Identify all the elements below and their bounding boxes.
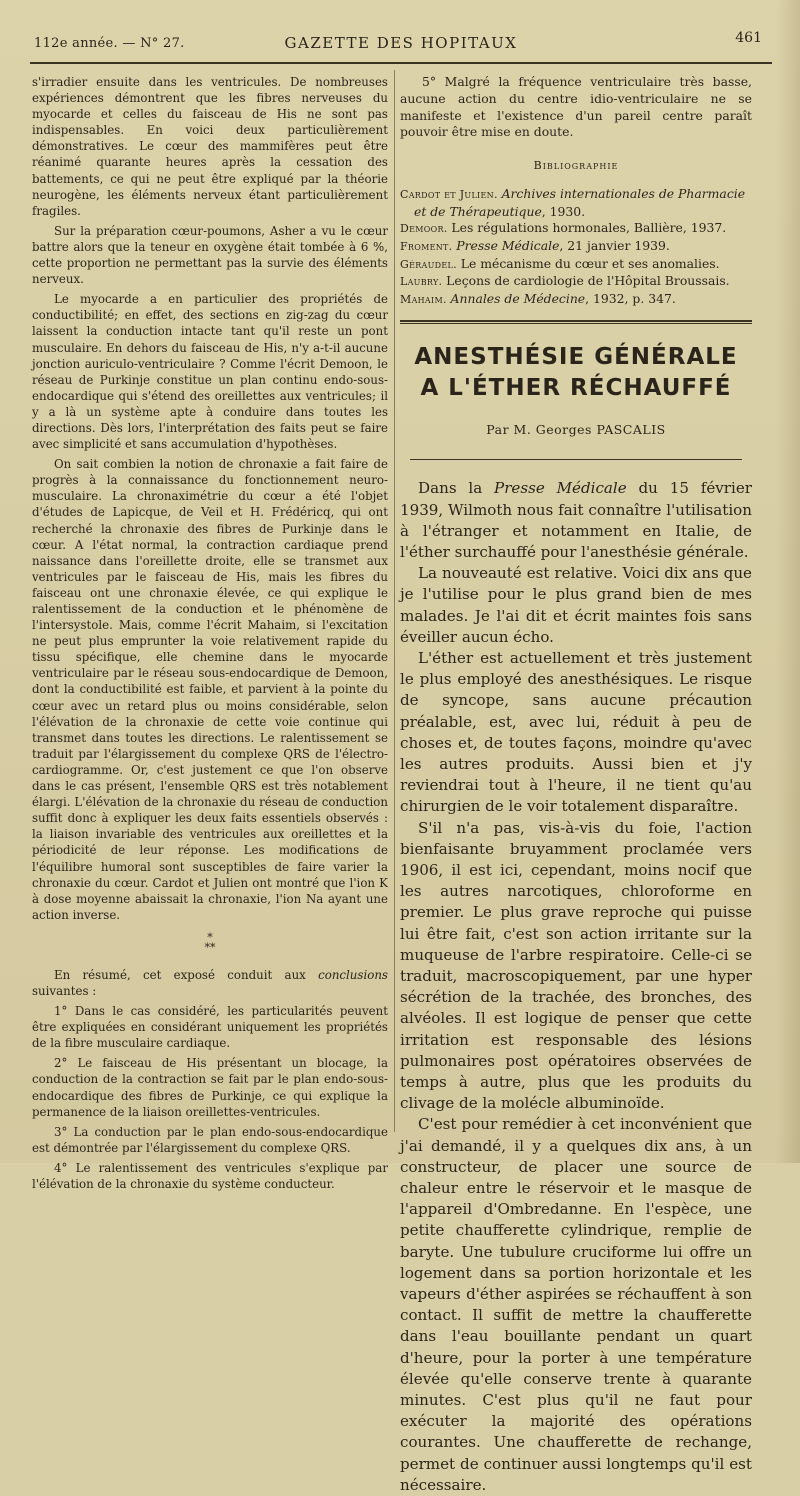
conclusion-item: 2° Le faisceau de His présentant un blocage, la conduction de la contraction se fait par le plan endo-sous-endocardique des fibres de Purkinje, ce qui explique la permanence de la liaison oreillettes-ventricules. — [32, 1056, 388, 1119]
article-body — [400, 478, 752, 1496]
conclusion-item: 3° La conduction par le plan endo-sous-endocardique est démontrée par l'élargissement du complexe QRS. — [32, 1124, 388, 1155]
bibliography-entry — [400, 291, 752, 309]
bibliography-details: , 1930. — [541, 203, 586, 219]
article-title — [400, 342, 752, 404]
conclusion-item: 1° Dans le cas considéré, les particularités peuvent être expliquées en considérant uniquement les propriétés de la fibre musculaire cardiaque. — [32, 1004, 388, 1051]
right-column — [400, 74, 752, 1496]
article-title-line: A L'ÉTHER RÉCHAUFFÉ — [420, 375, 732, 402]
article-title-line: ANESTHÉSIE GÉNÉRALE — [414, 344, 738, 371]
left-paragraph: Sur la préparation cœur-poumons, Asher a vu le cœur battre alors que la teneur en oxygène était tombée à 6 %, cette proportion ne permettant pas la survie des éléments nerveux. — [32, 223, 388, 287]
column-divider — [394, 70, 395, 1132]
bibliography-author: Mahaim. — [400, 292, 451, 306]
conclusions-intro: En résumé, cet exposé conduit aux conclusions suivantes : — [32, 967, 388, 998]
bibliography-author: Cardot et Julien. — [400, 188, 502, 202]
left-paragraph: On sait combien la notion de chronaxie a fait faire de progrès à la connaissance du fonctionnement neuro-musculaire. La chronaximétrie du cœur a été l'objet d'études de Lapicque, de Veil et H. Frédéricq, qui ont recherché la chronaxie des fibres de Purkinje dans le cœur. A l'état normal, la contraction cardiaque prend naissance dans l'oreillette droite, elle se transmet aux ventricules par le faisceau de His, mais les fibres du faisceau ont une chronaxie élevée, ce qui explique le ralentissement de la conduction et le phénomène de l'intersystole. Mais, comme l'écrit Mahaim, si l'excitation ne peut plus emprunter la voie relativement rapide du tissu spécifique, elle chemine dans le myocarde ventriculaire par le réseau sous-endocardique de Demoon, dont la conductibilité est faible, et parvient à la pointe du cœur avec un retard plus ou moins considérable, selon l'élévation de la chronaxie de cette voie continue qui transmet dans toutes les directions. Le ralentissement se traduit par l'élargissement du complexe QRS de l'électro-cardiogramme. Or, c'est justement ce que l'on observe dans le cas présent, l'ensemble QRS est très notablement élargi. L'élévation de la chronaxie du réseau de conduction suffit donc à expliquer les deux faits essentiels observés : la liaison invariable des ventricules aux oreillettes et la périodicité de leur réponse. Les modifications de l'équilibre humoral sont susceptibles de faire varier la chronaxie du cœur. Cardot et Julien ont montré que l'ion K à dose moyenne abaissait la chronaxie, l'ion Na ayant une action inverse. — [32, 457, 388, 922]
article-byline: Par M. Georges PASCALIS — [486, 422, 666, 438]
issue-label: 112e année. — N° 27. — [34, 36, 185, 51]
bibliography-author: Géraudel. — [400, 257, 461, 271]
bibliography-entry — [400, 186, 752, 220]
bibliography-work: Le mécanisme du cœur et ses anomalies. — [460, 255, 720, 271]
article-paragraph: S'il n'a pas, vis-à-vis du foie, l'action bienfaisante bruyamment proclamée vers 1906, il est ici, cependant, moins nocif que les autres narcotiques, chloroforme en premier. Le plus grave reproche qui puisse lui être fait, c'est son action irritante sur la muqueuse de l'arbre respiratoire. Celle-ci se traduit, macroscopiquement, par une hyper sécrétion de la trachée, des bronches, des alvéoles. Il est logique de penser que cette irritation est responsable des lésions pulmonaires post opératoires observées de temps à autre, plus que les produits du clivage de la molécle albuminoïde. — [400, 818, 752, 1113]
left-column — [32, 74, 388, 1192]
bibliography-entry — [400, 273, 752, 291]
article-separator-rule — [400, 320, 752, 324]
bibliography-list — [400, 186, 752, 308]
section-separator: * ** — [204, 930, 216, 954]
bibliography-entry — [400, 220, 752, 238]
bibliography-author: Froment. — [400, 239, 457, 253]
bibliography-details: , 21 janvier 1939. — [559, 237, 670, 253]
bibliography-work: Archives internationales de Pharmacie et de Thérapeutique — [414, 186, 746, 219]
bibliography-work: Annales de Médecine — [450, 290, 586, 306]
bibliography-work: Presse Médicale — [456, 237, 560, 253]
page-edge-shadow — [776, 0, 800, 1163]
article-paragraph: La nouveauté est relative. Voici dix ans que je l'utilise pour le plus grand bien de mes malades. Je l'ai dit et écrit maintes fois sans éveiller aucun écho. — [400, 564, 752, 646]
bibliography-details: , 1932, p. 347. — [585, 290, 676, 306]
bibliography-title: Bibliographie — [533, 159, 619, 173]
article-paragraph: C'est pour remédier à cet inconvénient que j'ai demandé, il y a quelques dix ans, à un constructeur, de placer une source de chaleur entre le réservoir et le masque de l'appareil d'Ombredanne. En l'espèce, une petite chaufferette cylindrique, remplie de baryte. Une tubulure cruciforme lui offre un logement dans sa portion horizontale et les vapeurs d'éther aspirées se réchauffent à son contact. Il suffit de mettre la chaufferette dans l'eau bouillante pendant un quart d'heure, pour la porter à une température élevée qu'elle conserve trente à quarante minutes. C'est plus qu'il ne faut pour exécuter la majorité des opérations courantes. Une chaufferette de rechange, permet de continuer aussi longtemps qu'il est nécessaire. — [400, 1115, 752, 1494]
journal-title: GAZETTE DES HOPITAUX — [284, 34, 518, 52]
article-paragraph: L'éther est actuellement et très justement le plus employé des anesthésiques. Le risque de syncope, sans aucune précaution préalable, est, avec lui, réduit à peu de choses et, de toutes façons, moindre qu'avec les autres produits. Aussi bien et j'y reviendrai tout à l'heure, il ne tient qu'au chirurgien de le voir totalement disparaître. — [400, 648, 752, 816]
bibliography-work: Leçons de cardiologie de l'Hôpital Broussais. — [446, 273, 730, 289]
page-number: 461 — [735, 30, 762, 46]
bibliography-author: Demoor. — [400, 222, 452, 236]
conclusion-item: 5° Malgré la fréquence ventriculaire très basse, aucune action du centre idio-ventriculaire ne se manifeste et l'existence d'un pareil centre paraît pouvoir être mise en doute. — [400, 74, 752, 140]
article-paragraph: Dans la Presse Médicale du 15 février 1939, Wilmoth nous fait connaître l'utilisation à l'étranger et notamment en Italie, de l'éther surchauffé pour l'anesthésie générale. — [400, 479, 752, 561]
bibliography-entry — [400, 256, 752, 274]
page-header — [30, 30, 772, 64]
left-paragraph: Le myocarde a en particulier des propriétés de conductibilité; en effet, des sections en zig-zag du cœur laissent la conduction intacte tant qu'il reste un pont musculaire. En dehors du faisceau de His, n'y a-t-il aucune jonction auriculo-ventriculaire ? Comme l'écrit Demoon, le réseau de Purkinje constitue un plan continu endo-sous-endocardique qui s'étend des oreillettes aux ventricules; il y a là un système apte à conduire dans toutes les directions. Dès lors, l'interprétation des faits peut se faire avec simplicité et sans accumulation d'hypothèses. — [32, 292, 388, 452]
bibliography-entry — [400, 238, 752, 256]
bibliography-work: Les régulations hormonales, Ballière, 1937. — [451, 220, 727, 236]
conclusions-section — [32, 967, 388, 1192]
bibliography-author: Laubry. — [400, 275, 447, 289]
conclusion-item: 4° Le ralentissement des ventricules s'explique par l'élévation de la chronaxie du système conducteur. — [32, 1160, 388, 1191]
byline-rule — [410, 459, 742, 460]
left-paragraph: s'irradier ensuite dans les ventricules. De nombreuses expériences démontrent que les fibres nerveuses du myocarde et celles du faisceau de His ne sont pas indispensables. En voici deux particulièrement démonstratives. Le cœur des mammifères peut être réanimé quarante heures après la cessation des battements, ce qui ne peut être expliqué par la théorie neurogène, les éléments nerveux étant particulièrement fragiles. — [32, 75, 388, 218]
